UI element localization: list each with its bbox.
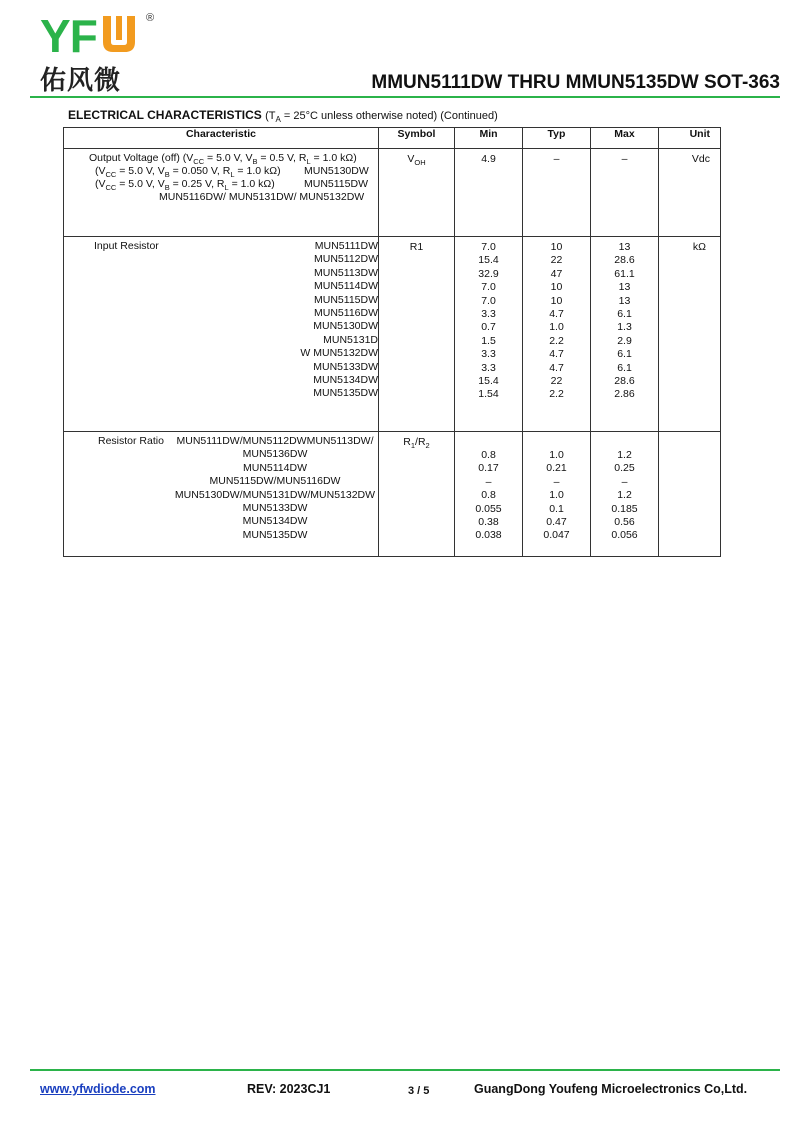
header-characteristic: Characteristic [64,128,379,149]
part-number: MUN5115DW [314,293,378,306]
max-value: 6.1 [617,361,632,374]
min-value: 32.9 [478,267,499,280]
company-logo [40,10,160,96]
ov-line-4: MUN5116DW/ MUN5131DW/ MUN5132DW [159,191,365,203]
table-header-row [64,128,721,149]
typ-value: 4.7 [549,348,564,361]
typ-value: 4.7 [549,307,564,320]
min-value: 1.54 [478,388,499,401]
part-number: MUN5111DW [314,240,378,252]
min-value: 7.0 [481,281,496,294]
part-number: MUN5135DW [242,528,308,541]
min-value: 0.038 [475,529,502,542]
typ-value: 10 [550,281,563,294]
header-min: Min [455,128,523,149]
min-value: 0.8 [481,489,496,502]
typ-value: 22 [550,374,563,387]
max-value: 0.185 [611,502,638,515]
ov-line-2: ($V_{CC} = 5.0$ V, $V_B = 0.050$ V, $R_L = 1.0$ kΩ) [95,165,281,180]
max-value: 28.6 [614,254,635,267]
logo-chinese-name: 佑风微 [40,66,122,96]
header-max: Max [591,128,659,149]
typ-value: 4.7 [549,361,564,374]
header-symbol: Symbol [379,128,455,149]
max-value: 6.1 [617,307,632,320]
resistor-ratio-max [591,432,659,557]
max-value: 1.2 [617,449,632,461]
max-value: 0.56 [614,515,635,528]
typ-value: 0.47 [546,515,567,528]
part-number: W MUN5132DW [300,347,378,360]
output-voltage-unit: Vdc [659,149,721,237]
output-voltage-min: 4.9 [455,149,523,237]
typ-value: 1.0 [549,489,564,502]
max-value: 28.6 [614,374,635,387]
resistor-ratio-symbol: $R_1/R_2$ [379,432,455,557]
input-resistor-parts [300,240,378,401]
min-value: 7.0 [481,241,496,253]
section-heading [68,108,498,124]
table-row-input-resistor [64,237,721,432]
page-number: 3 / 5 [408,1085,430,1097]
part-number: MUN5134DW [242,515,308,528]
min-value: 3.3 [481,348,496,361]
typ-value: 1.0 [549,321,564,334]
part-number: MUN5111DW/MUN5112DWMUN5113DW/ [176,435,374,447]
min-value: 3.3 [481,307,496,320]
resistor-ratio-min [455,432,523,557]
website-link[interactable]: www.yfwdiode.com [40,1082,156,1096]
min-value: 0.055 [475,502,502,515]
input-resistor-symbol: R1 [379,237,455,432]
ov-line-1: Output Voltage (off) ($V_{CC} = 5.0$ V, $V_B = 0.5$ V, $R_L = 1.0$ kΩ) [89,152,357,167]
section-condition: ($T_A = 25^\circ C$ unless otherwise noted) (Continued) [265,110,498,125]
max-value: 1.2 [617,489,632,502]
part-number: MUN5135DW [313,387,378,400]
max-value: 13 [618,241,631,253]
min-value: 3.3 [481,361,496,374]
input-resistor-max [591,237,659,432]
input-resistor-characteristic [64,237,379,432]
part-number: MUN5114DW [243,461,307,474]
min-value: 15.4 [478,374,499,387]
company-name: GuangDong Youfeng Microelectronics Co,Ltd. [474,1082,748,1096]
typ-value: 2.2 [549,388,564,401]
typ-value: 22 [550,254,563,267]
header-typ: Typ [523,128,591,149]
resistor-ratio-parts [172,435,378,542]
input-resistor-unit: kΩ [659,237,721,432]
part-number: MUN5116DW [314,306,378,319]
part-number: MUN5133DW [242,501,308,514]
electrical-characteristics-table [63,127,721,557]
typ-value: – [553,475,560,488]
part-number: MUN5136DW [242,448,308,461]
part-number: MUN5134DW [313,373,378,386]
typ-value: 1.0 [549,449,564,461]
min-value: 0.38 [478,515,499,528]
typ-value: 0.1 [549,502,564,515]
part-number: MUN5130DW [313,320,378,333]
logo-letter-f: F [69,10,97,62]
resistor-ratio-characteristic [64,432,379,557]
typ-value: 10 [550,294,563,307]
part-number: MUN5112DW [314,253,378,266]
footer-divider [30,1069,780,1071]
part-number: MUN5131D [323,333,378,346]
ov-part-2: MUN5130DW [304,165,369,177]
max-value: 0.056 [611,529,638,542]
part-number: MUN5113DW [314,266,378,279]
part-number: MUN5130DW/MUN5131DW/MUN5132DW [174,488,376,501]
table-row-resistor-ratio [64,432,721,557]
typ-value: 0.047 [543,529,570,542]
min-value: 7.0 [481,294,496,307]
logo-letter-u [99,12,139,56]
min-value: 15.4 [478,254,499,267]
input-resistor-min [455,237,523,432]
max-value: 13 [618,294,631,307]
header-divider [30,96,780,98]
max-value: 2.9 [617,334,632,347]
logo-letter-y: Y [40,10,70,62]
max-value: – [621,475,628,488]
typ-value: 47 [550,267,563,280]
ov-line-3: ($V_{CC} = 5.0$ V, $V_B = 0.25$ V, $R_L = 1.0$ kΩ) [95,178,275,193]
min-value: – [485,475,492,488]
max-value: 13 [618,281,631,294]
max-value: 6.1 [617,348,632,361]
part-number: MUN5115DW/MUN5116DW [209,475,341,488]
input-resistor-typ [523,237,591,432]
resistor-ratio-label: Resistor Ratio [98,435,164,447]
part-number: MUN5133DW [313,360,378,373]
typ-value: 10 [550,241,563,253]
output-voltage-max: – [591,149,659,237]
min-value: 0.8 [481,449,496,461]
ov-part-3: MUN5115DW [304,178,368,190]
output-voltage-characteristic [64,149,379,237]
part-number: MUN5114DW [314,280,378,293]
typ-value: 0.21 [546,462,567,475]
min-value: 1.5 [481,334,496,347]
section-heading-text: ELECTRICAL CHARACTERISTICS [68,108,262,122]
table-row-output-voltage [64,149,721,237]
typ-value: 2.2 [549,334,564,347]
page-title: MMUN5111DW THRU MMUN5135DW SOT-363 [371,72,780,93]
max-value: 1.3 [617,321,632,334]
max-value: 0.25 [614,462,635,475]
registered-mark: ® [146,12,155,24]
revision-label: REV: 2023CJ1 [247,1082,331,1096]
min-value: 0.17 [478,462,499,475]
resistor-ratio-typ [523,432,591,557]
output-voltage-typ: – [523,149,591,237]
input-resistor-label: Input Resistor [94,240,159,252]
header-unit: Unit [659,128,721,149]
min-value: 0.7 [481,321,496,334]
output-voltage-symbol: $V_{OH}$ [379,149,455,237]
max-value: 61.1 [614,267,635,280]
resistor-ratio-unit [659,432,721,557]
max-value: 2.86 [614,388,635,401]
